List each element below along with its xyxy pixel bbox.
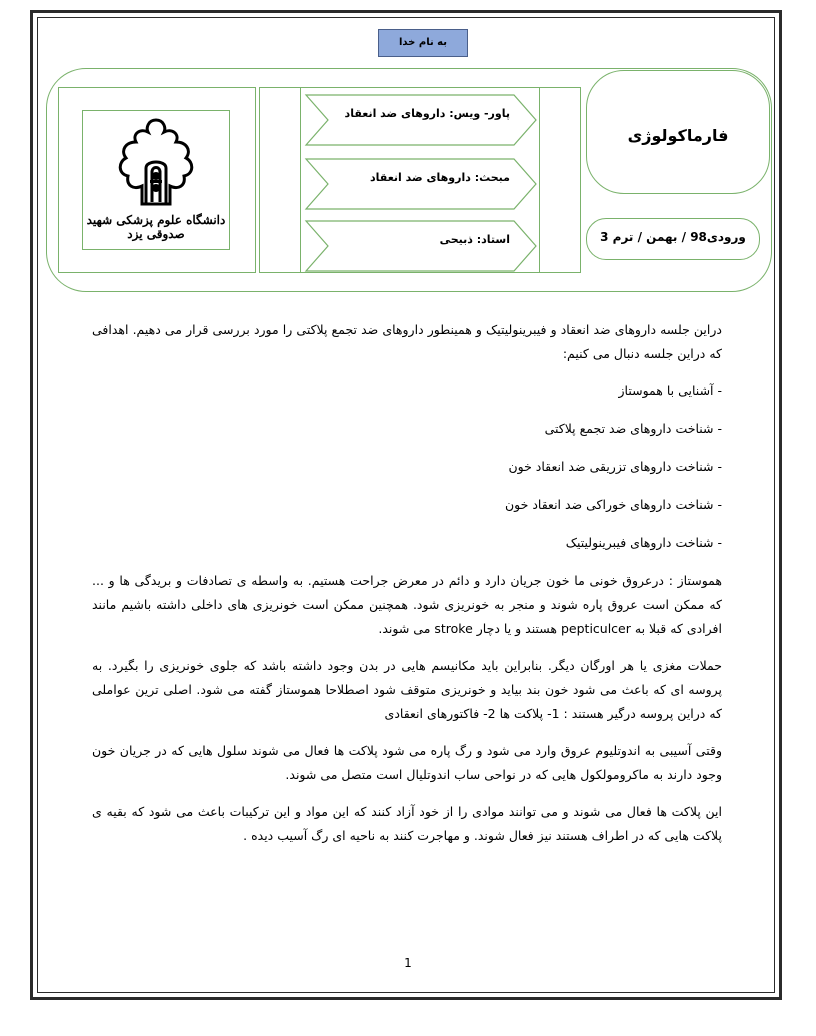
intro-paragraph: دراین جلسه داروهای ضد انعقاد و فیبرینولیتیک و همینطور داروهای ضد تجمع پلاکتی را مورد بررسی قرار می دهیم. اهدافی که دراین جلسه دنبال می کنیم: — [92, 322, 722, 361]
writer-label: پاور- ویس: داروهای ضد انعقاد — [344, 107, 510, 120]
instructor-label: استاد: ذبیحی — [439, 233, 510, 246]
objective-item: - شناخت داروهای تزریقی ضد انعقاد خون — [508, 459, 722, 474]
endothelium-paragraph: وقتی آسیبی به اندوتلیوم عروق وارد می شود و رگ پاره می شود پلاکت ها فعال می شوند سلول هایی که در جریان خون وجود دارند به ماکرومولکول هایی که در نواحی ساب اندوتلیال است متصل می شوند. — [92, 743, 722, 782]
platelet-activation-paragraph: این پلاکت ها فعال می شوند و می توانند موادی را از خود آزاد کنند که این مواد و این ترکیبات باعث می شود که بقیه ی پلاکت هایی که در اطراف هستند نیز فعال شوند. و مهاجرت کنند به ناحیه ای رگ آسیب دیده . — [92, 804, 722, 843]
hemostasis-paragraph: هموستاز : درعروق خونی ما خون جریان دارد و دائم در معرض جراحت هستیم. به واسطه ی تصادفات و بریدگی ها و ... که ممکن است عروق پاره شوند و منجر به خونریزی شود. همچنین ممکن است خونریزی های داخلی داشته باشیم مانند افرادی که قبلا به pepticulcer هستند و یا دچار stroke می شوند. — [92, 573, 722, 636]
chevron-instructor — [306, 221, 536, 271]
topic-label: مبحث: داروهای ضد انعقاد — [370, 171, 510, 184]
objective-item: - آشنایی با هموستاز — [618, 383, 722, 398]
mechanism-paragraph: حملات مغزی یا هر اورگان دیگر. بنابراین باید مکانیسم هایی در بدن وجود داشته باشد که جلوی خونریزی را بگیرد. به پروسه ای که باعث می شود خون بند بیاید و خونریزی متوقف شود اصطلاحا هموستاز گفته می شود. اصلی ترین عواملی که دراین پروسه درگیر هستند : 1- پلاکت ها 2- فاکتورهای انعقادی — [92, 658, 722, 721]
objective-item: - شناخت داروهای ضد تجمع پلاکتی — [544, 421, 722, 436]
university-name: دانشگاه علوم پزشکی شهید صدوقی یزد — [86, 213, 226, 241]
university-logo-icon — [112, 116, 200, 212]
course-title: فارماکولوژی — [627, 126, 729, 145]
bismillah-label: به نام خدا — [378, 29, 468, 57]
chevron-topic — [306, 159, 536, 209]
chevron-writer — [306, 95, 536, 145]
objective-item: - شناخت داروهای فیبرینولیتیک — [565, 535, 722, 550]
objective-item: - شناخت داروهای خوراکی ضد انعقاد خون — [505, 497, 722, 512]
page-number: 1 — [404, 956, 412, 970]
entry-info: ورودی98 / بهمن / ترم 3 — [600, 230, 746, 244]
document-body — [92, 318, 722, 861]
